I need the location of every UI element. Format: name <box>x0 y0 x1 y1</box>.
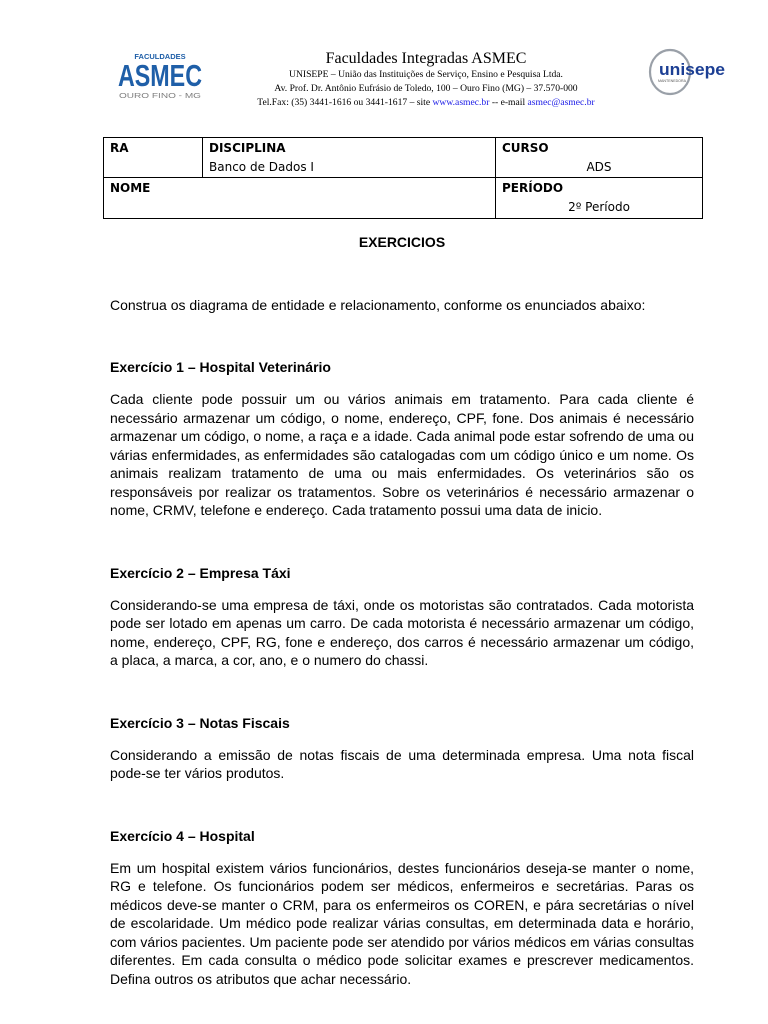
page-heading: EXERCICIOS <box>358 234 446 250</box>
periodo-value: 2º Período <box>568 200 630 214</box>
periodo-cell <box>496 178 703 219</box>
site-link[interactable]: www.asmec.br <box>432 97 490 108</box>
exercise-3-body: Considerando a emissão de notas fiscais de uma determinada empresa. Uma nota fiscal pode-se ter vários produtos. <box>110 746 694 781</box>
disciplina-label: DISCIPLINA <box>209 141 286 155</box>
exercise-2-title: Exercício 2 – Empresa Táxi <box>110 564 291 581</box>
asmec-logo-top-text: FACULDADES <box>134 52 186 61</box>
contact-email-prefix: -- e-mail <box>489 97 528 108</box>
institution-address-line: Av. Prof. Dr. Antônio Eufrásio de Toledo, 100 – Ouro Fino (MG) – 37.570-000 <box>274 83 578 94</box>
contact-phone-text: Tel.Fax: (35) 3441-1616 ou 3441-1617 – site <box>257 97 433 108</box>
periodo-label: PERÍODO <box>502 181 564 195</box>
exercise-4-title: Exercício 4 – Hospital <box>110 827 255 844</box>
ra-label: RA <box>110 141 129 155</box>
intro-paragraph: Construa os diagrama de entidade e relacionamento, conforme os enunciados abaixo: <box>110 297 646 313</box>
student-info-table <box>103 137 703 219</box>
exercise-4 <box>110 827 694 989</box>
exercise-2 <box>110 564 694 670</box>
exercise-3 <box>110 714 694 783</box>
asmec-logo-sub-text: OURO FINO - MG <box>119 93 201 100</box>
institution-header <box>200 50 652 110</box>
exercise-1-title: Exercício 1 – Hospital Veterinário <box>110 359 331 375</box>
exercise-3-title: Exercício 3 – Notas Fiscais <box>110 714 290 731</box>
nome-label: NOME <box>110 181 151 195</box>
institution-title: Faculdades Integradas ASMEC <box>325 50 527 67</box>
exercise-content <box>110 234 694 988</box>
unisepe-logo <box>648 46 728 98</box>
asmec-logo-main-text: ASMEC <box>118 58 202 93</box>
institution-contact-line <box>200 96 652 110</box>
curso-value: ADS <box>586 160 612 174</box>
institution-name-line: UNISEPE – União das Instituições de Serviço, Ensino e Pesquisa Ltda. <box>289 69 563 80</box>
email-link[interactable]: asmec@asmec.br <box>527 97 595 108</box>
info-row-1 <box>104 138 703 178</box>
exercise-1-body: Cada cliente pode possuir um ou vários animais em tratamento. Para cada cliente é necessário armazenar um código, o nome, endereço, CPF, fone. Dos animais é necessário armazenar um código, o nome, a raça e a idade. Cada animal pode estar sofrendo de uma ou várias enfermidades, as enfermidades são catalogadas com um código único e um nome. Os animais realizam tratamento de uma ou mais enfermidades. Os veterinários são os responsáveis por realizar os tratamentos. Sobre os veterinários é necessário armazenar o nome, CRMV, telefone e endereço. Cada tratamento possui uma data de inicio. <box>110 391 694 518</box>
nome-cell <box>104 178 496 219</box>
unisepe-logo-sub-text: MANTENEDORA <box>658 79 686 83</box>
info-row-2 <box>104 178 703 219</box>
asmec-logo <box>114 50 206 100</box>
exercise-2-body: Considerando-se uma empresa de táxi, onde os motoristas são contratados. Cada motorista pode ser lotado em apenas um carro. De cada motorista é necessário armazenar um código, nome, endereço, CPF, RG, fone e endereço, dos carros é necessário armazenar um código, a placa, a marca, a cor, ano, e o numero do chassi. <box>110 596 694 668</box>
exercise-1 <box>110 358 694 520</box>
exercise-4-body: Em um hospital existem vários funcionários, destes funcionários deseja-se manter o nome, RG e telefone. Os funcionários podem ser médicos, enfermeiros e secretárias. Paras os médicos deve-se manter o CRM, para os enfermeiros os COREN, e pára secretárias o nível de escolaridade. Um médico pode realizar várias consultas, em determinada data e horário, com vários pacientes. Um paciente pode ser atendido por vários médicos em várias consultas diferentes. Em cada consulta o médico pode solicitar exames e prescrever medicamentos. Defina outros os atributos que achar necessário. <box>110 859 694 987</box>
curso-cell <box>496 138 703 178</box>
disciplina-cell <box>203 138 496 178</box>
unisepe-logo-main-text: unisepe <box>659 60 725 79</box>
ra-cell <box>104 138 203 178</box>
curso-label: CURSO <box>502 141 549 155</box>
disciplina-value: Banco de Dados I <box>209 160 314 174</box>
